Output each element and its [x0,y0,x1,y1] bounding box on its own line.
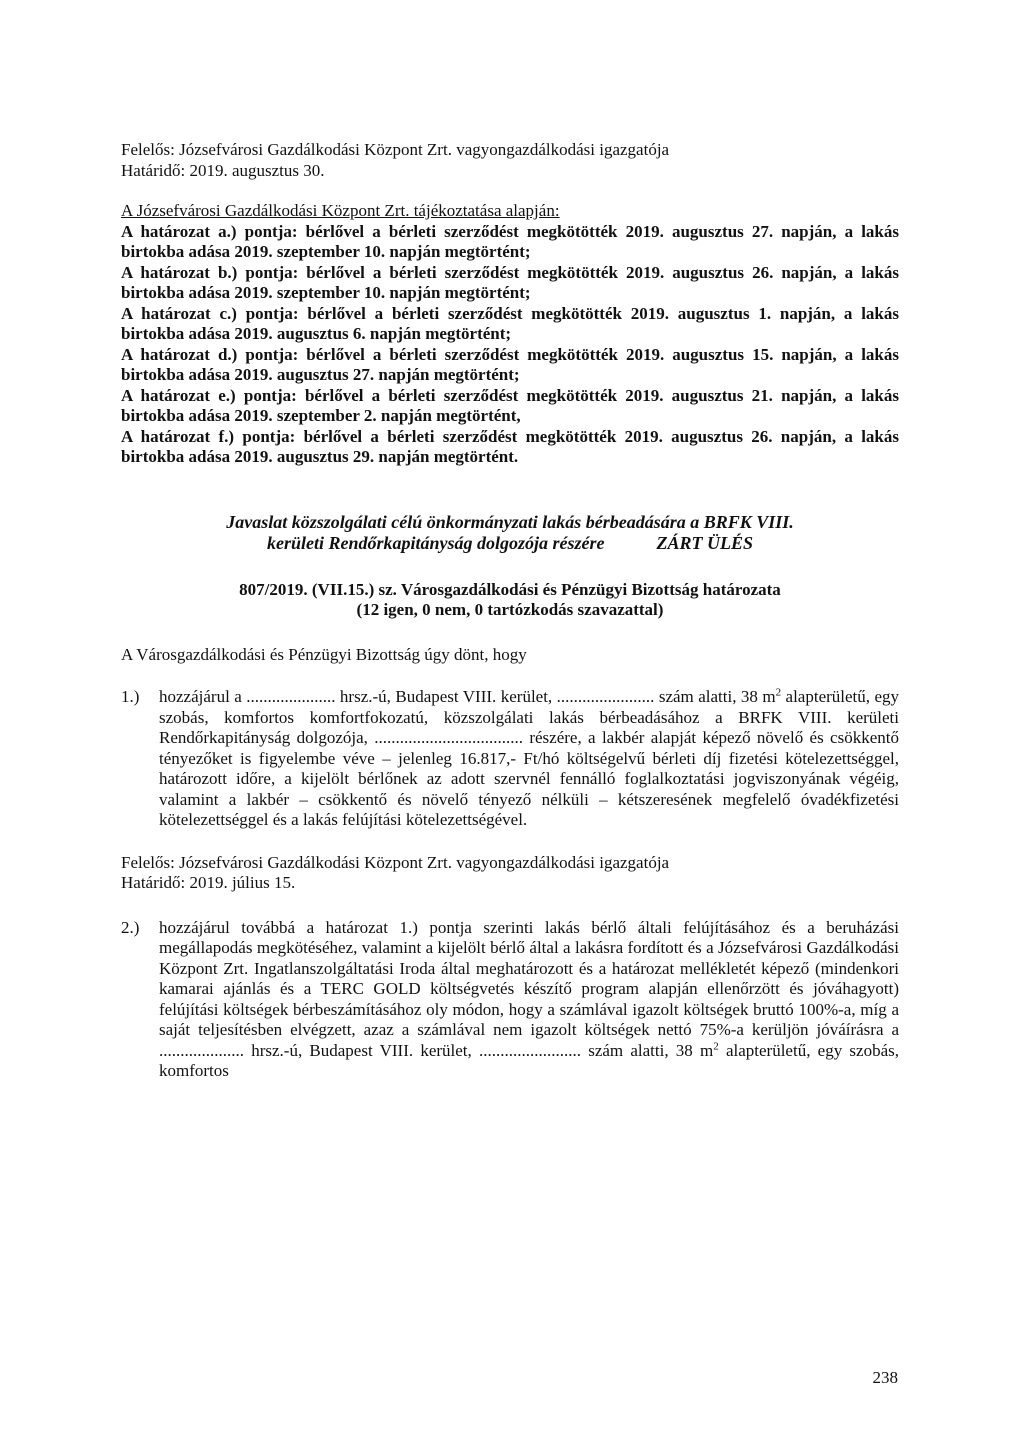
info-item-e: A határozat e.) pontja: bérlővel a bérleti szerződést megkötötték 2019. augusztus 21. napján, a lakás birtokba adása 2019. szeptember 2. napján megtörtént, [121,385,899,425]
resolution-header [121,580,899,621]
info-item-c: A határozat c.) pontja: bérlővel a bérleti szerződést megkötötték 2019. augusztus 1. napján, a lakás birtokba adása 2019. augusztus 6. napján megtörtént; [121,303,899,343]
resolution-point-1 [121,687,899,831]
deadline-line: Határidő: 2019. augusztus 30. [121,160,325,180]
info-heading: A Józsefvárosi Gazdálkodási Központ Zrt. tájékoztatása alapján: [121,201,560,220]
point-number: 2.) [121,917,140,937]
resolution-intro: A Városgazdálkodási és Pénzügyi Bizottság úgy dönt, hogy [121,644,527,664]
proposal-title [121,512,899,554]
superscript: 2 [775,686,782,699]
resolution-number: 807/2019. (VII.15.) sz. Városgazdálkodási és Pénzügyi Bizottság határozata [239,579,781,599]
deadline-line: Határidő: 2019. július 15. [121,873,296,892]
info-item-b: A határozat b.) pontja: bérlővel a bérleti szerződést megkötötték 2019. augusztus 26. napján, a lakás birtokba adása 2019. szeptember 10. napján megtörtént; [121,262,899,302]
info-item-a: A határozat a.) pontja: bérlővel a bérleti szerződést megkötötték 2019. augusztus 27. napján, a lakás birtokba adása 2019. szeptember 10. napján megtörtént; [121,221,899,261]
bottom-responsibility-block [121,853,899,894]
point-body [159,918,899,1082]
info-block [121,201,899,468]
resolution-point-2 [121,918,899,1082]
point-text-part-a: hozzájárul továbbá a határozat 1.) pontja szerinti lakás bérlő általi felújításához és a beruházási megállapodás megkötéséhez, valamint a kijelölt bérlő által a lakásra fordított és a Józsefvárosi Gazdálkodási Központ Zrt. Ingatlanszolgáltatási Iroda által meghatározott és a határozat mellékletét képező (mindenkori kamarai ajánlás és a TERC GOLD költségvetés készítő program alapján ellenőrzött és jóváhagyott) felújítási költségek bérbeszámításához oly módon, hogy a számlával igazolt költségek bruttó 100%-a, míg a saját teljesítésben elvégzett, azaz a számlával nem igazolt költségek nettó 75%-a kerüljön jóváírásra a .................... hrsz.-ú, Budapest VIII. kerület, ........................ szám alatti, 38 m [159,917,899,1060]
closed-session-label: ZÁRT ÜLÉS [656,532,754,553]
page-number: 238 [872,1368,898,1387]
info-item-d: A határozat d.) pontja: bérlővel a bérleti szerződést megkötötték 2019. augusztus 15. napján, a lakás birtokba adása 2019. augusztus 27. napján megtörtént; [121,344,899,384]
point-text-part-a: hozzájárul a ..................... hrsz.-ú, Budapest VIII. kerület, ....................... szám alatti, 38 m [159,687,776,706]
superscript: 2 [713,1039,719,1052]
point-text-part-b: alapterületű, egy szobás, komfortos komfortfokozatú, közszolgálati lakás bérbeadásához a BRFK VIII. kerületi Rendőrkapitányság dolgozója, ................................... részére, a lakbér alapját képező növelő és csökkentő tényezőket is figyelembe véve – jelenleg 16.817,- Ft/hó költségelvű bérleti díj fizetési kötelezettséggel, határozott időre, a kijelölt bérlőnek az adott szervnél fennálló foglalkoztatási jogviszonyának végéig, valamint a lakbér – csökkentő és növelő tényező nélküli – kétszeresének megfelelő óvadékfizetési kötelezettséggel és a lakás felújítási kötelezettségével. [159,687,900,829]
resolution-votes: (12 igen, 0 nem, 0 tartózkodás szavazattal) [356,600,664,619]
top-responsibility-block [121,140,899,181]
proposal-line-1: Javaslat közszolgálati célú önkormányzati lakás bérbeadására a BRFK VIII. [226,511,794,532]
point-body [159,687,899,831]
info-item-f: A határozat f.) pontja: bérlővel a bérleti szerződést megkötötték 2019. augusztus 26. napján, a lakás birtokba adása 2019. augusztus 29. napján megtörtént. [121,426,899,466]
proposal-line-2 [121,533,899,554]
point-text-part-b: alapterületű, egy szobás, komfortos [159,1040,900,1080]
document-page [121,140,899,1082]
point-number: 1.) [121,687,140,706]
responsible-line: Felelős: Józsefvárosi Gazdálkodási Központ Zrt. vagyongazdálkodási igazgatója [121,140,670,159]
responsible-line: Felelős: Józsefvárosi Gazdálkodási Központ Zrt. vagyongazdálkodási igazgatója [121,852,670,872]
proposal-line-2-text: kerületi Rendőrkapitányság dolgozója részére [266,532,605,553]
